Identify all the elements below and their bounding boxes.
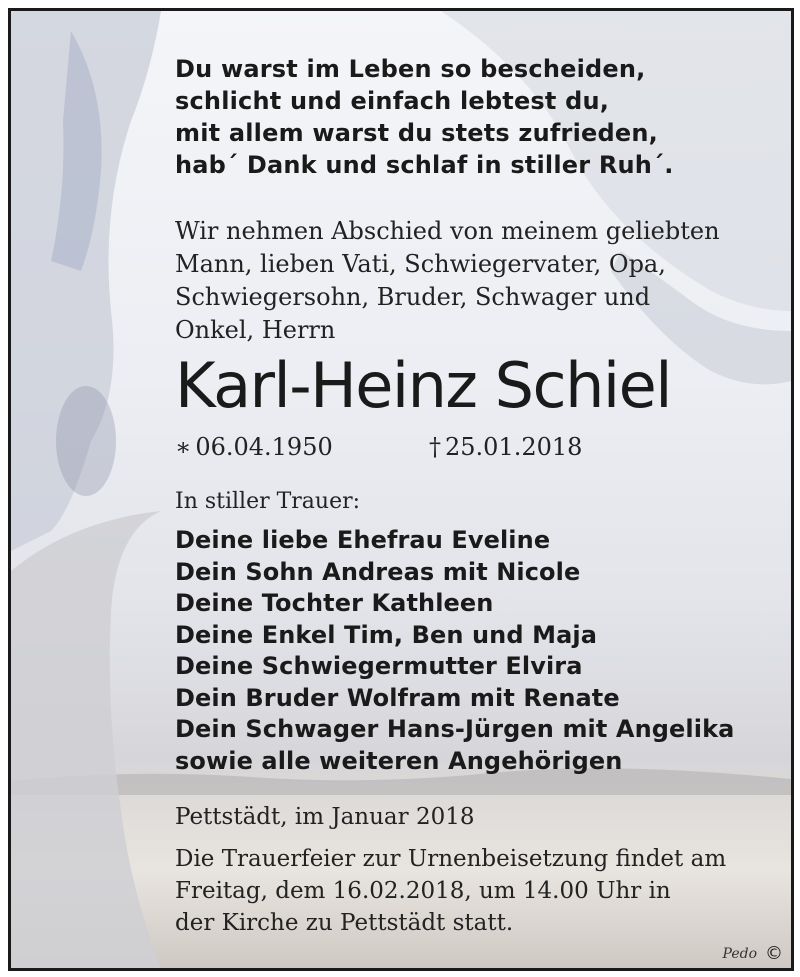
relative-item: Deine Tochter Kathleen [175, 589, 494, 617]
designer-signature: Pedo [722, 946, 757, 962]
funeral-line: der Kirche zu Pettstädt statt. [175, 910, 514, 936]
intro-line: Mann, lieben Vati, Schwiegervater, Opa, [175, 250, 666, 278]
relative-item: Dein Sohn Andreas mit Nicole [175, 557, 581, 586]
memorial-poem [175, 53, 775, 181]
birth-date-value: 06.04.1950 [195, 433, 333, 461]
poem-line: mit allem warst du stets zufrieden, [175, 119, 658, 147]
death-cross-icon: † [429, 433, 441, 461]
funeral-line: Freitag, dem 16.02.2018, um 14.00 Uhr in [175, 878, 671, 904]
poem-line: schlicht und einfach lebtest du, [175, 87, 610, 115]
death-date [429, 431, 582, 463]
intro-line: Wir nehmen Abschied von meinem geliebten [175, 217, 720, 245]
mourning-label: In stiller Trauer: [175, 489, 361, 514]
relative-item: Deine liebe Ehefrau Eveline [175, 526, 551, 554]
poem-line: hab´ Dank und schlaf in stiller Ruh´. [175, 151, 674, 179]
tree-dark-spot [56, 386, 116, 496]
intro-line: Onkel, Herrn [175, 316, 336, 344]
intro-line: Schwiegersohn, Bruder, Schwager und [175, 283, 651, 311]
relative-item: Dein Schwager Hans-Jürgen mit Angelika [175, 715, 735, 743]
deceased-name: Karl-Heinz Schiel [175, 349, 672, 422]
relative-item: sowie alle weiteren Angehörigen [175, 746, 623, 775]
relatives-list [175, 525, 794, 777]
relative-item: Deine Enkel Tim, Ben und Maja [175, 620, 597, 649]
poem-line: Du warst im Leben so bescheiden, [175, 55, 646, 83]
relative-item: Dein Bruder Wolfram mit Renate [175, 683, 620, 712]
birth-star-icon: ∗ [175, 433, 192, 461]
place-and-date: Pettstädt, im Januar 2018 [175, 804, 475, 830]
birth-date [175, 431, 333, 463]
relative-item: Deine Schwiegermutter Elvira [175, 652, 583, 680]
funeral-line: Die Trauerfeier zur Urnenbeisetzung findet am [175, 846, 727, 872]
obituary-frame [8, 8, 794, 971]
death-date-value: 25.01.2018 [445, 433, 583, 461]
copyright-icon: © [765, 943, 783, 964]
funeral-notice [175, 843, 775, 939]
farewell-intro [175, 215, 765, 347]
